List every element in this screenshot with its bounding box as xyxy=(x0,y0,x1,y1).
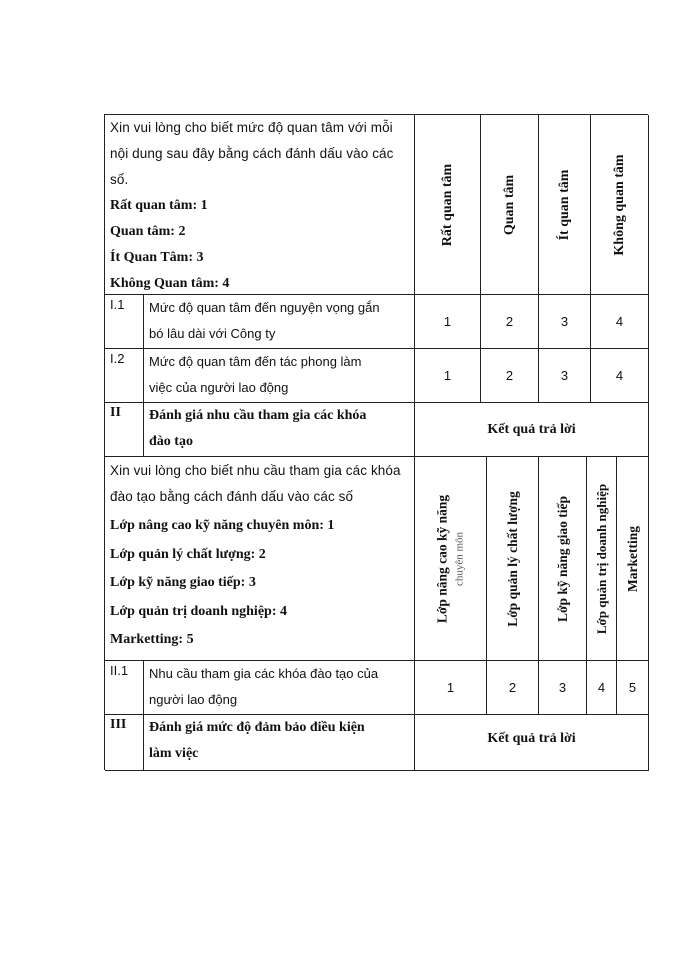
section2-prompt-line: đào tạo bằng cách đánh dấu vào các số xyxy=(110,489,354,504)
section2-prompt-cell xyxy=(105,457,415,661)
row-description-line: việc của người lao động xyxy=(149,380,289,395)
result-label: Kết quả trả lời xyxy=(415,403,649,457)
answer-option[interactable]: 1 xyxy=(415,661,487,715)
row-description-line: Mức độ quan tâm đến tác phong làm xyxy=(149,354,362,369)
answer-option[interactable]: 4 xyxy=(591,349,649,403)
section2-header-cell xyxy=(587,457,617,661)
section1-header-label: Quan tâm xyxy=(501,174,517,235)
answer-option[interactable]: 4 xyxy=(591,295,649,349)
section1-prompt-line: Xin vui lòng cho biết mức độ quan tâm với mỗi xyxy=(110,120,393,135)
row-index: I.2 xyxy=(105,349,144,403)
section2-legend-item: Lớp nâng cao kỹ năng chuyên môn: 1 xyxy=(110,518,335,533)
section-title-line: làm việc xyxy=(149,746,199,761)
section-title-line: Đánh giá nhu cầu tham gia các khóa xyxy=(149,408,367,423)
section2-header-cell xyxy=(539,457,587,661)
answer-option[interactable]: 2 xyxy=(487,661,539,715)
row-description xyxy=(144,661,415,715)
answer-option[interactable]: 2 xyxy=(481,349,539,403)
answer-option[interactable]: 3 xyxy=(539,295,591,349)
answer-option[interactable]: 1 xyxy=(415,295,481,349)
section2-prompt-line: Xin vui lòng cho biết nhu cầu tham gia các khóa xyxy=(110,463,401,478)
section-index: III xyxy=(105,715,144,771)
section2-header-label: Lớp quản trị doanh nghiệp xyxy=(593,483,609,634)
row-description-line: bó lâu dài với Công ty xyxy=(149,326,276,341)
section-title xyxy=(144,403,415,457)
section2-header-line: chuyên môn xyxy=(453,531,465,586)
section1-header-label: Rất quan tâm xyxy=(439,163,455,246)
section1-prompt-line: nội dung sau đây bằng cách đánh dấu vào các xyxy=(110,146,394,161)
section2-header-cell xyxy=(617,457,649,661)
section2-header-line: Lớp nâng cao kỹ năng xyxy=(434,494,449,623)
section1-legend-item: Rất quan tâm: 1 xyxy=(110,198,208,213)
section2-legend-item: Marketting: 5 xyxy=(110,632,194,647)
section1-legend-item: Không Quan tâm: 4 xyxy=(110,276,230,291)
section1-header-label: Không quan tâm xyxy=(611,153,627,256)
section2-legend-item: Lớp kỹ năng giao tiếp: 3 xyxy=(110,575,256,590)
row-description-line: Nhu cầu tham gia các khóa đào tạo của xyxy=(149,666,379,681)
answer-option[interactable]: 4 xyxy=(587,661,617,715)
answer-option[interactable]: 3 xyxy=(539,661,587,715)
survey-table xyxy=(104,114,648,770)
section1-legend-item: Ít Quan Tâm: 3 xyxy=(110,250,204,265)
section2-header-label: Lớp quản lý chất lượng xyxy=(504,490,520,627)
section-title-line: Đánh giá mức độ đảm bảo điều kiện xyxy=(149,720,365,735)
answer-option[interactable]: 5 xyxy=(617,661,649,715)
row-index: I.1 xyxy=(105,295,144,349)
section1-prompt-line: số. xyxy=(110,172,129,187)
answer-option[interactable]: 2 xyxy=(481,295,539,349)
row-description xyxy=(144,349,415,403)
section1-prompt-cell xyxy=(105,115,415,295)
section2-legend-item: Lớp quản lý chất lượng: 2 xyxy=(110,546,266,562)
section1-header-label: Ít quan tâm xyxy=(556,169,572,240)
section2-header-label xyxy=(434,494,467,622)
row-index: II.1 xyxy=(105,661,144,715)
section1-header-cell xyxy=(415,115,481,295)
section2-header-label: Lớp kỹ năng giao tiếp xyxy=(554,495,570,622)
section2-header-label: Marketting xyxy=(624,525,640,592)
section2-header-cell xyxy=(415,457,487,661)
section-index: II xyxy=(105,403,144,457)
section-title xyxy=(144,715,415,771)
section2-header-cell xyxy=(487,457,539,661)
result-label: Kết quả trả lời xyxy=(415,715,649,771)
answer-option[interactable]: 3 xyxy=(539,349,591,403)
row-description-line: Mức độ quan tâm đến nguyện vọng gắn xyxy=(149,300,380,315)
section1-header-cell xyxy=(539,115,591,295)
section-title-line: đào tạo xyxy=(149,434,193,449)
section1-header-cell xyxy=(481,115,539,295)
row-description xyxy=(144,295,415,349)
section2-legend-item: Lớp quản trị doanh nghiệp: 4 xyxy=(110,603,287,619)
row-description-line: người lao động xyxy=(149,692,238,707)
answer-option[interactable]: 1 xyxy=(415,349,481,403)
section1-header-cell xyxy=(591,115,649,295)
section1-legend-item: Quan tâm: 2 xyxy=(110,224,186,239)
